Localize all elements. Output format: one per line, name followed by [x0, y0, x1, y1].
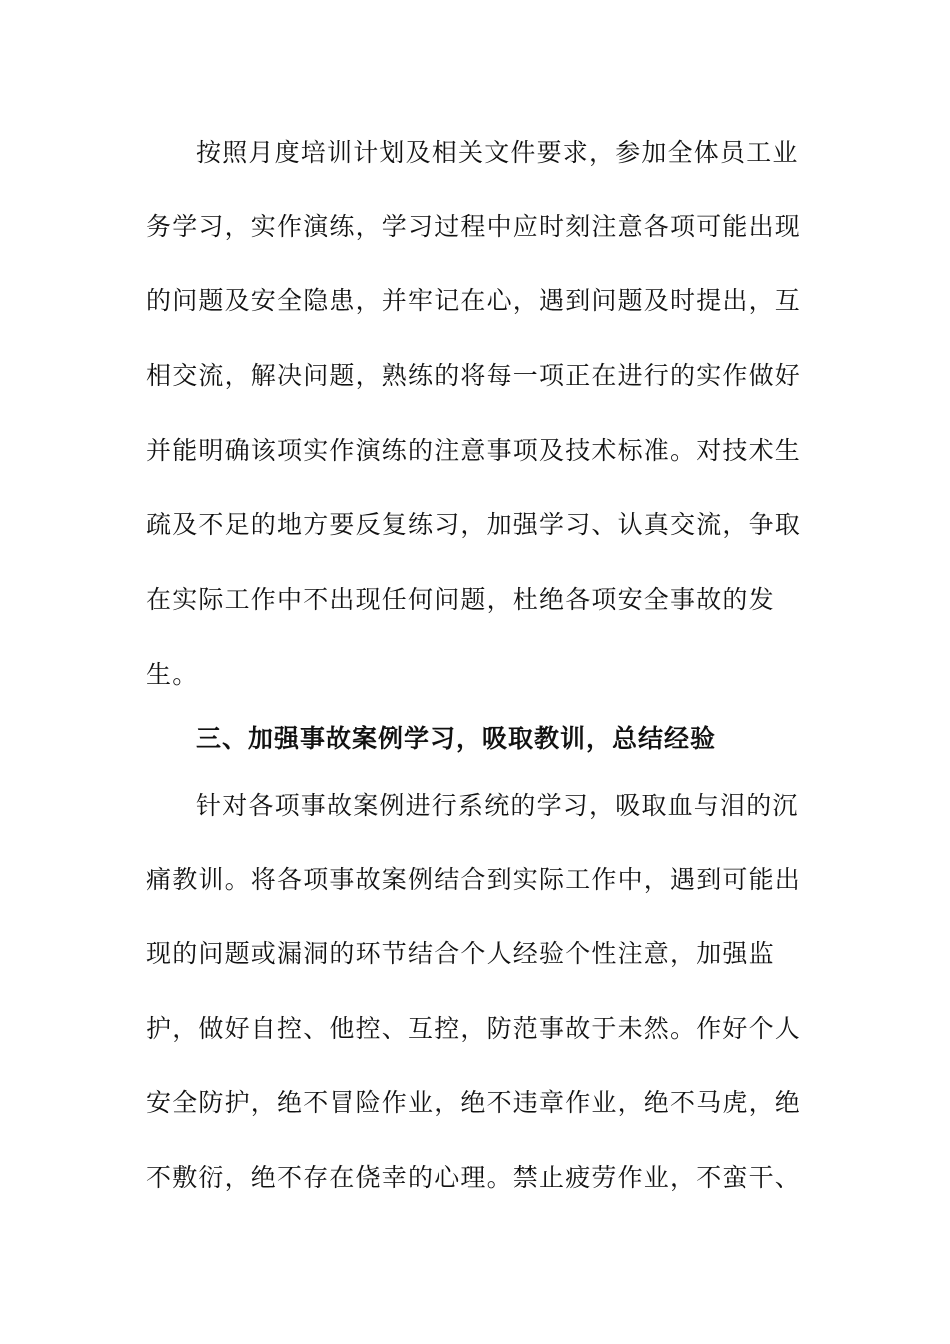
paragraph-1-line-2: 务学习，实作演练，学习过程中应时刻注意各项可能出现 — [146, 212, 802, 241]
paragraph-1-line-1: 按照月度培训计划及相关文件要求，参加全体员工业 — [196, 138, 799, 167]
paragraph-1-line-6: 疏及不足的地方要反复练习，加强学习、认真交流，争取 — [146, 510, 802, 539]
paragraph-2-line-4: 护，做好自控、他控、互控，防范事故于未然。作好个人 — [146, 1014, 802, 1043]
paragraph-1-line-4: 相交流，解决问题，熟练的将每一项正在进行的实作做好 — [146, 361, 802, 390]
paragraph-2-line-5: 安全防护，绝不冒险作业，绝不违章作业，绝不马虎，绝 — [146, 1088, 802, 1117]
paragraph-1-line-3: 的问题及安全隐患，并牢记在心，遇到问题及时提出，互 — [146, 286, 802, 315]
paragraph-2-line-1: 针对各项事故案例进行系统的学习，吸取血与泪的沉 — [196, 791, 799, 820]
paragraph-1-line-7: 在实际工作中不出现任何问题，杜绝各项安全事故的发 — [146, 585, 775, 614]
paragraph-1-line-5: 并能明确该项实作演练的注意事项及技术标准。对技术生 — [146, 436, 802, 465]
section-3-heading: 三、加强事故案例学习，吸取教训，总结经验 — [196, 724, 717, 753]
paragraph-2-line-3: 现的问题或漏洞的环节结合个人经验个性注意，加强监 — [146, 939, 775, 968]
paragraph-2-line-2: 痛教训。将各项事故案例结合到实际工作中，遇到可能出 — [146, 865, 802, 894]
paragraph-2-line-6: 不敷衍，绝不存在侥幸的心理。禁止疲劳作业，不蛮干、 — [146, 1163, 802, 1192]
paragraph-1-line-8: 生。 — [146, 660, 199, 689]
